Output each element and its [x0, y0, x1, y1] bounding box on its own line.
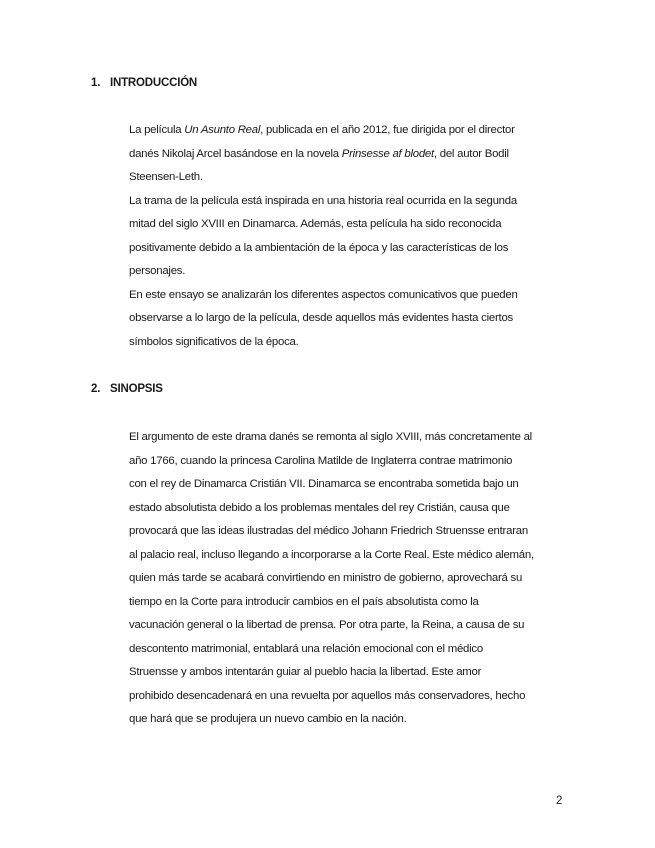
italic-title: Prinsesse af blodet	[341, 147, 434, 160]
text-line	[129, 708, 569, 732]
section-title: INTRODUCCIÓN	[110, 77, 198, 89]
text-line	[129, 614, 569, 638]
section-heading-introduccion	[91, 77, 197, 89]
paragraph	[129, 190, 569, 284]
text-line	[129, 544, 569, 568]
text-run: al palacio real, incluso llegando a incorporarse a la Corte Real. Este médico alemán,	[129, 548, 534, 561]
text-line	[129, 450, 569, 474]
section-body-introduccion	[129, 119, 569, 354]
section-number: 2.	[91, 383, 101, 395]
paragraph	[129, 119, 569, 190]
text-run: con el rey de Dinamarca Cristián VII. Dinamarca se encontraba sometida bajo un	[129, 478, 519, 490]
paragraph	[129, 284, 569, 355]
section-title: SINOPSIS	[110, 383, 163, 395]
text-run: La película	[129, 124, 185, 136]
section-body-sinopsis	[129, 426, 569, 732]
text-line	[129, 237, 569, 261]
text-line	[129, 591, 569, 615]
text-run: , publicada en el año 2012, fue dirigida por el director	[260, 124, 515, 136]
text-line	[129, 284, 569, 308]
text-line	[129, 473, 569, 497]
text-run: prohibido desencadenará en una revuelta por aquellos más conservadores, hecho	[129, 689, 526, 702]
text-run: estado absolutista debido a los problemas mentales del rey Cristián, causa que	[129, 501, 510, 514]
text-run: Steensen-Leth.	[129, 171, 203, 183]
text-line	[129, 143, 569, 167]
text-run: En este ensayo se analizarán los diferentes aspectos comunicativos que pueden	[129, 288, 518, 301]
text-run: que hará que se produjera un nuevo cambio en la nación.	[129, 713, 407, 725]
text-run: positivamente debido a la ambientación de la época y las características de los	[129, 241, 509, 254]
text-line	[129, 567, 569, 591]
text-run: símbolos significativos de la época.	[129, 335, 299, 348]
text-run: mitad del siglo XVIII en Dinamarca. Además, esta película ha sido reconocida	[129, 218, 502, 230]
section-heading-sinopsis	[91, 383, 163, 395]
text-line	[129, 260, 569, 284]
section-number: 1.	[91, 77, 101, 89]
text-line	[129, 661, 569, 685]
text-line	[129, 213, 569, 237]
text-run: provocará que las ideas ilustradas del médico Johann Friedrich Struensse entraran	[129, 525, 528, 537]
text-run: año 1766, cuando la princesa Carolina Matilde de Inglaterra contrae matrimonio	[129, 454, 513, 467]
text-line	[129, 426, 569, 450]
text-run: tiempo en la Corte para introducir cambios en el país absolutista como la	[129, 595, 479, 608]
text-line	[129, 331, 569, 355]
text-run: descontento matrimonial, entablará una relación emocional con el médico	[129, 642, 483, 655]
text-run: El argumento de este drama danés se remonta al siglo XVIII, más concretamente al	[129, 431, 532, 443]
text-run: danés Nikolaj Arcel basándose en la novela	[129, 147, 342, 160]
text-line	[129, 685, 569, 709]
italic-title: Un Asunto Real	[184, 124, 261, 136]
text-line	[129, 119, 569, 143]
text-line	[129, 497, 569, 521]
text-line	[129, 190, 569, 214]
text-line	[129, 520, 569, 544]
text-line	[129, 166, 569, 190]
text-run: vacunación general o la libertad de prensa. Por otra parte, la Reina, a causa de su	[129, 619, 525, 631]
text-line	[129, 307, 569, 331]
text-run: , del autor Bodil	[433, 147, 509, 160]
text-run: quien más tarde se acabará convirtiendo en ministro de gobierno, aprovechará su	[129, 572, 523, 584]
page-number: 2	[556, 795, 563, 807]
text-run: La trama de la película está inspirada en una historia real ocurrida en la segunda	[129, 194, 517, 207]
text-run: personajes.	[129, 265, 186, 277]
text-run: observarse a lo largo de la película, desde aquellos más evidentes hasta ciertos	[129, 312, 513, 324]
paragraph	[129, 426, 569, 732]
text-run: Struensse y ambos intentarán guiar al pueblo hacia la libertad. Este amor	[129, 666, 482, 678]
text-line	[129, 638, 569, 662]
